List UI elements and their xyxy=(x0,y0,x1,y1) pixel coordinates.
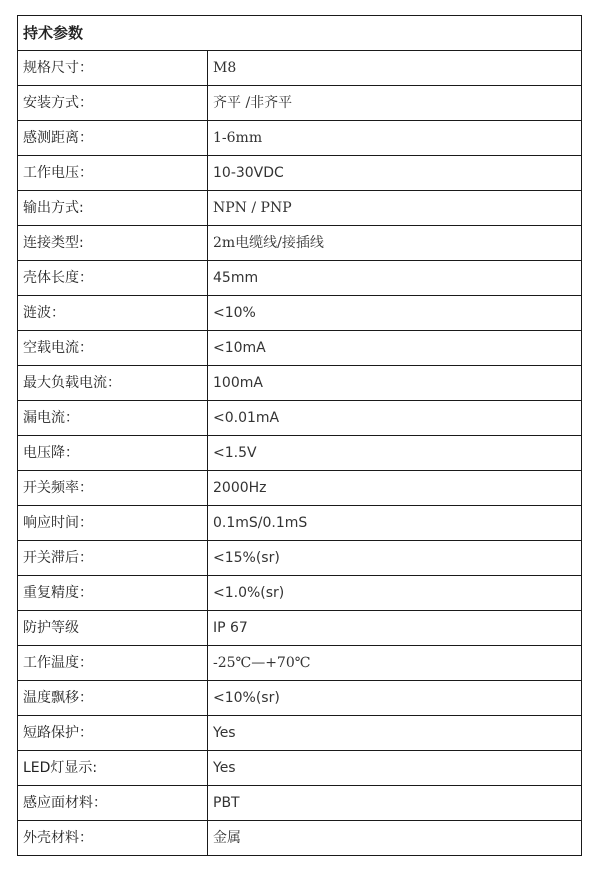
table-row xyxy=(18,821,582,856)
spec-value: 45mm xyxy=(208,261,582,296)
spec-value: Yes xyxy=(208,751,582,786)
table-row xyxy=(18,296,582,331)
spec-label: 壳体长度： xyxy=(18,261,208,296)
spec-value: <10mA xyxy=(208,331,582,366)
spec-value: Yes xyxy=(208,716,582,751)
spec-value: IP 67 xyxy=(208,611,582,646)
spec-value: <1.5V xyxy=(208,436,582,471)
table-row xyxy=(18,366,582,401)
spec-label: 规格尺寸： xyxy=(18,51,208,86)
spec-value: NPN / PNP xyxy=(208,191,582,226)
table-title: 持术参数 xyxy=(18,16,582,51)
spec-label: 短路保护： xyxy=(18,716,208,751)
table-row xyxy=(18,436,582,471)
spec-label: 漏电流： xyxy=(18,401,208,436)
table-row xyxy=(18,576,582,611)
spec-value: 0.1mS/0.1mS xyxy=(208,506,582,541)
spec-value: <1.0%(sr) xyxy=(208,576,582,611)
table-row xyxy=(18,751,582,786)
spec-label: LED灯显示: xyxy=(18,751,208,786)
spec-value: <10%(sr) xyxy=(208,681,582,716)
table-row xyxy=(18,471,582,506)
table-row xyxy=(18,331,582,366)
spec-label: 最大负载电流： xyxy=(18,366,208,401)
table-row xyxy=(18,121,582,156)
spec-value: 2000Hz xyxy=(208,471,582,506)
table-row xyxy=(18,261,582,296)
table-row xyxy=(18,156,582,191)
spec-label: 电压降： xyxy=(18,436,208,471)
spec-value: 1-6mm xyxy=(208,121,582,156)
spec-value: 齐平 /非齐平 xyxy=(208,86,582,121)
spec-label: 连接类型: xyxy=(18,226,208,261)
spec-label: 安装方式： xyxy=(18,86,208,121)
spec-value: <15%(sr) xyxy=(208,541,582,576)
table-row xyxy=(18,226,582,261)
spec-label: 工作电压： xyxy=(18,156,208,191)
spec-label: 开关滞后： xyxy=(18,541,208,576)
spec-label: 重复精度： xyxy=(18,576,208,611)
spec-value: 10-30VDC xyxy=(208,156,582,191)
table-row xyxy=(18,51,582,86)
table-row xyxy=(18,506,582,541)
spec-value: 100mA xyxy=(208,366,582,401)
spec-label: 涟波： xyxy=(18,296,208,331)
spec-label: 输出方式: xyxy=(18,191,208,226)
spec-value: <0.01mA xyxy=(208,401,582,436)
spec-label: 温度飘移： xyxy=(18,681,208,716)
table-header-row xyxy=(18,16,582,51)
table-row xyxy=(18,681,582,716)
spec-table-body xyxy=(18,16,582,856)
spec-label: 工作温度： xyxy=(18,646,208,681)
spec-label: 感测距离： xyxy=(18,121,208,156)
table-row xyxy=(18,86,582,121)
table-row xyxy=(18,716,582,751)
spec-value: <10% xyxy=(208,296,582,331)
spec-label: 响应时间： xyxy=(18,506,208,541)
table-row xyxy=(18,191,582,226)
spec-value: M8 xyxy=(208,51,582,86)
table-row xyxy=(18,541,582,576)
table-row xyxy=(18,611,582,646)
spec-label: 感应面材料： xyxy=(18,786,208,821)
spec-value: PBT xyxy=(208,786,582,821)
spec-table xyxy=(17,15,582,856)
table-row xyxy=(18,646,582,681)
spec-label: 外壳材料： xyxy=(18,821,208,856)
table-row xyxy=(18,786,582,821)
spec-label: 空载电流： xyxy=(18,331,208,366)
spec-value: 2m电缆线/接插线 xyxy=(208,226,582,261)
spec-label: 防护等级 xyxy=(18,611,208,646)
spec-label: 开关频率： xyxy=(18,471,208,506)
table-row xyxy=(18,401,582,436)
spec-value: -25℃—+70℃ xyxy=(208,646,582,681)
spec-value: 金属 xyxy=(208,821,582,856)
